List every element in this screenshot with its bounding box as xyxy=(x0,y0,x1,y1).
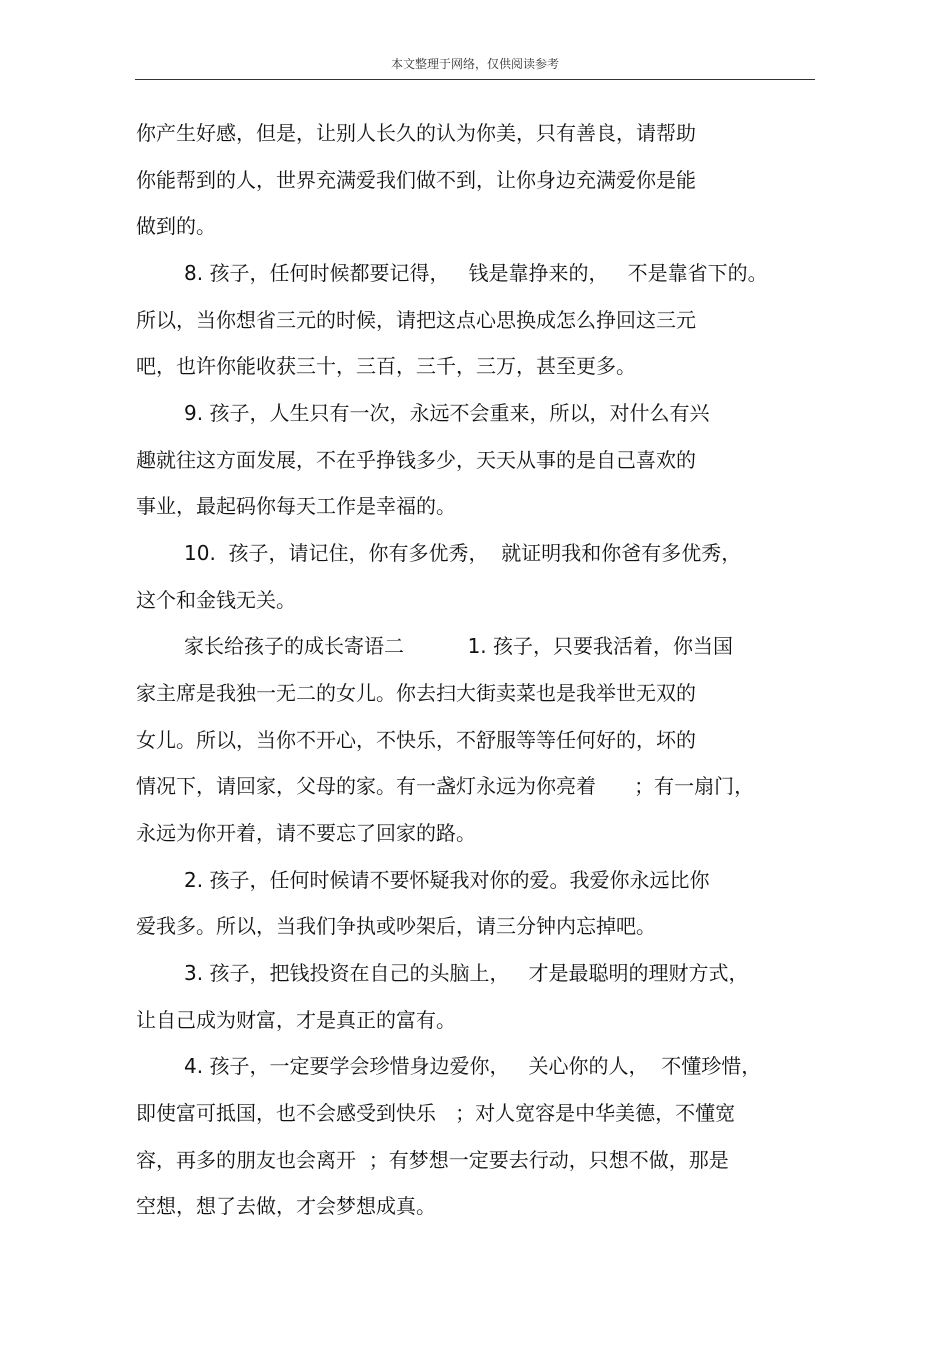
text-line: 即使富可抵国，也不会感受到快乐 ；对人宽容是中华美德，不懂宽 xyxy=(136,1101,736,1125)
text-line: 所以，当你想省三元的时候，请把这点心思换成怎么挣回这三元 xyxy=(136,308,696,332)
text-line: 你产生好感，但是，让别人长久的认为你美，只有善良，请帮助 xyxy=(136,121,696,145)
text-line: 让自己成为财富，才是真正的富有。 xyxy=(136,1008,456,1032)
text-line: 10. 孩子，请记住，你有多优秀， 就证明我和你爸有多优秀， xyxy=(184,541,742,565)
text-line: 2. 孩子，任何时候请不要怀疑我对你的爱。我爱你永远比你 xyxy=(184,868,710,892)
text-line: 8. 孩子，任何时候都要记得， 钱是靠挣来的， 不是靠省下的。 xyxy=(184,261,768,285)
text-line: 趣就往这方面发展，不在乎挣钱多少，天天从事的是自己喜欢的 xyxy=(136,448,696,472)
text-line: 情况下，请回家，父母的家。有一盏灯永远为你亮着 ；有一扇门， xyxy=(136,774,755,798)
text-line: 永远为你开着，请不要忘了回家的路。 xyxy=(136,821,476,845)
text-line: 做到的。 xyxy=(136,214,216,238)
text-line: 吧，也许你能收获三十，三百，三千，三万，甚至更多。 xyxy=(136,354,636,378)
text-line: 9. 孩子，人生只有一次，永远不会重来，所以，对什么有兴 xyxy=(184,401,710,425)
header-divider xyxy=(135,79,815,80)
text-line: 爱我多。所以，当我们争执或吵架后，请三分钟内忘掉吧。 xyxy=(136,914,656,938)
text-line: 空想，想了去做，才会梦想成真。 xyxy=(136,1194,436,1218)
text-line: 你能帮到的人，世界充满爱我们做不到，让你身边充满爱你是能 xyxy=(136,168,696,192)
text-line: 女儿。所以，当你不开心，不快乐，不舒服等等任何好的，坏的 xyxy=(136,728,696,752)
page-header-text: 本文整理于网络，仅供阅读参考 xyxy=(390,57,559,71)
text-line: 家主席是我独一无二的女儿。你去扫大街卖菜也是我举世无双的 xyxy=(136,681,696,705)
text-line: 事业，最起码你每天工作是幸福的。 xyxy=(136,494,456,518)
text-line: 3. 孩子，把钱投资在自己的头脑上， 才是最聪明的理财方式， xyxy=(184,961,749,985)
section-heading-line: 家长给孩子的成长寄语二 1. 孩子，只要我活着，你当国 xyxy=(184,634,734,658)
text-line: 容，再多的朋友也会离开 ；有梦想一定要去行动，只想不做，那是 xyxy=(136,1148,729,1172)
text-line: 这个和金钱无关。 xyxy=(136,588,296,612)
text-line: 4. 孩子，一定要学会珍惜身边爱你， 关心你的人， 不懂珍惜， xyxy=(184,1054,762,1078)
